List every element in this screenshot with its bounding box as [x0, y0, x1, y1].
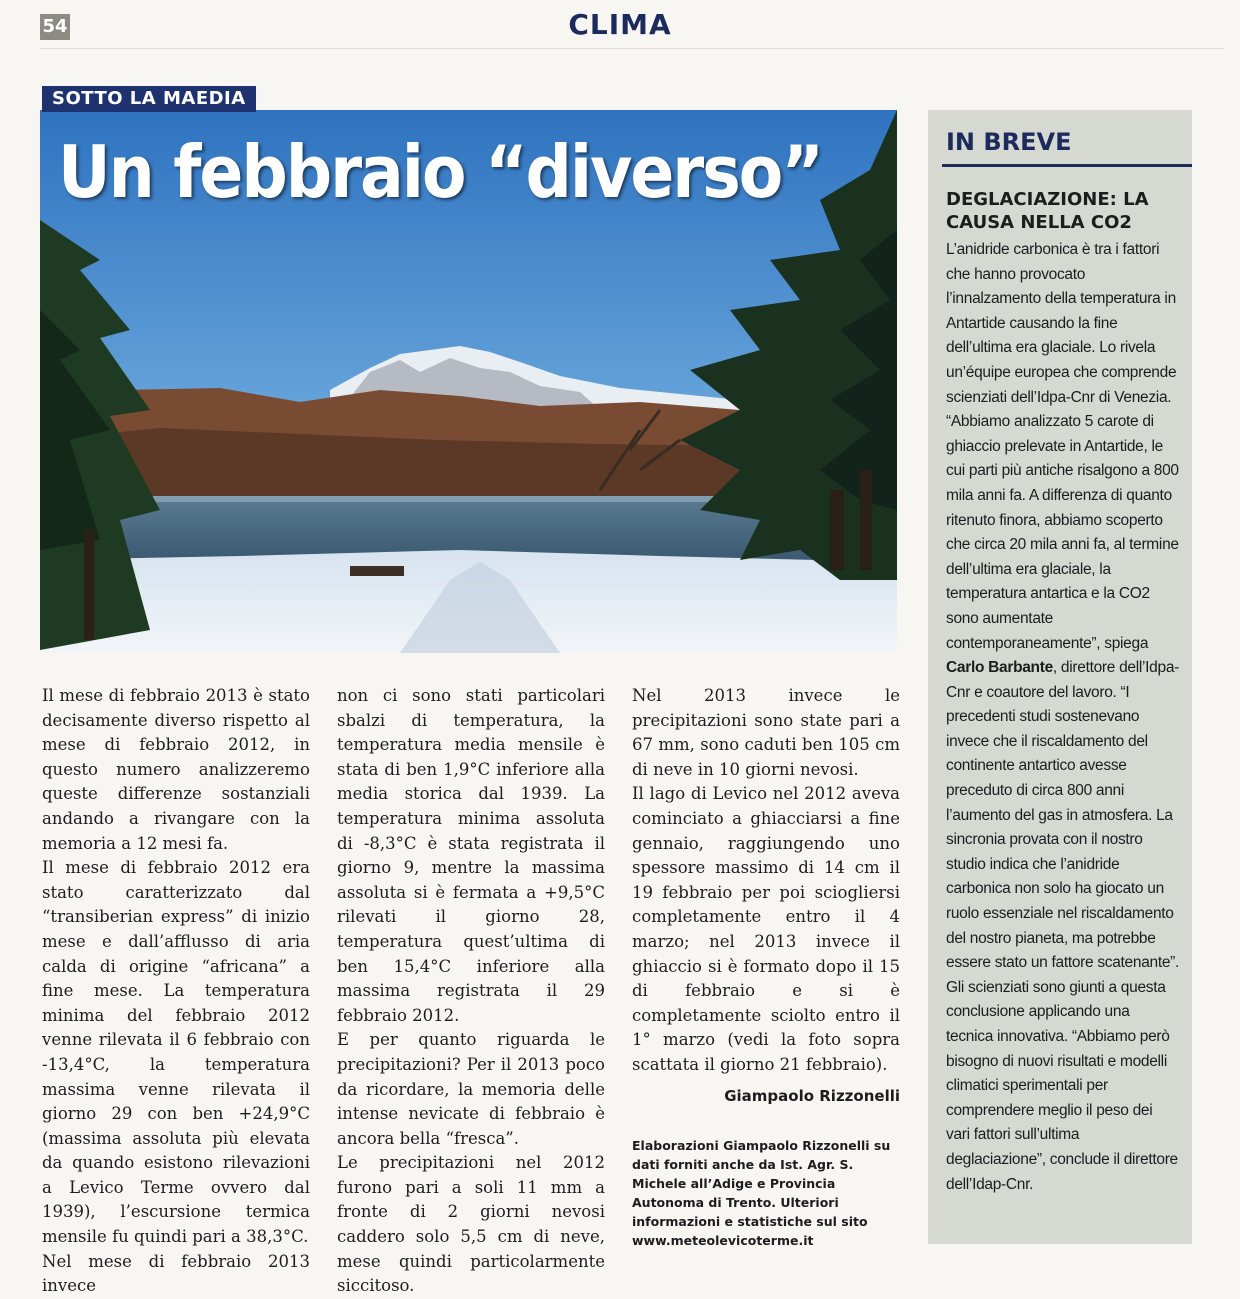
header-divider	[40, 48, 1224, 49]
paragraph: E per quanto riguarda le precipitazioni? Per il 2013 poco da ricordare, la memoria delle intense nevicate di febbraio è ancora bella “fresca”.	[337, 1030, 605, 1148]
sidebar-paragraph	[946, 238, 1180, 976]
article-column-2	[337, 684, 605, 1299]
article-column-3	[632, 684, 900, 1250]
paragraph: Il lago di Levico nel 2012 aveva cominciato a ghiacciarsi a fine gennaio, raggiungendo uno spessore massimo di 14 cm il 19 febbraio per poi sciogliersi completamente entro il 4 marzo; nel 2013 invece il ghiaccio si è formato dopo il 15 di febbraio e si è completamente sciolto entro il 1° marzo (vedi la foto sopra scattata il giorno 21 febbraio).	[632, 784, 900, 1074]
sidebar-subheading: DEGLACIAZIONE: LA CAUSA NELLA CO2	[946, 189, 1149, 233]
paragraph: Il mese di febbraio 2012 era stato caratterizzato dal “transiberian express” di inizio mese e dall’afflusso di aria calda di origine “africana” a fine mese. La temperatura minima del febbraio 2012 venne rilevata il 6 febbraio con -13,4°C, la temperatura massima venne rilevata il giorno 29 con ben +24,9°C (massima assoluta più elevata da quando esistono rilevazioni a Levico Terme ovvero dal 1939), l’escursione termica mensile fu quindi pari a 38,3°C.	[42, 858, 310, 1247]
article-headline: Un febbraio “diverso”	[58, 130, 822, 214]
data-credits: Elaborazioni Giampaolo Rizzonelli su dati forniti anche da Ist. Agr. S. Michele all’Adige e Provincia Autonoma di Trento. Ulteriori informazioni e statistiche sul sito www.meteolevicoterme.it	[632, 1138, 891, 1249]
news-sidebar	[928, 110, 1192, 1244]
paragraph: Le precipitazioni nel 2012 furono pari a soli 11 mm a fronte di 2 giorni nevosi caddero solo 5,5 cm di neve, mese quindi particolarmente siccitoso.	[337, 1153, 605, 1296]
paragraph: Nel mese di febbraio 2013 invece	[42, 1251, 310, 1296]
quoted-person: Carlo Barbante	[946, 659, 1053, 677]
sidebar-paragraph: Gli scienziati sono giunti a questa conclusione applicando una tecnica innovativa. “Abbiamo però bisogno di nuovi risultati e modelli climatici sperimentali per comprendere meglio il peso dei vari fattori sull’ultima deglaciazione”, conclude il direttore dell’Idap-Cnr.	[946, 978, 1178, 1193]
paragraph: Il mese di febbraio 2013 è stato decisamente diverso rispetto al mese di febbraio 2012, in questo numero analizzeremo queste differenze sostanziali andando a rivangare con la memoria a 12 mesi fa.	[42, 686, 310, 853]
byline: Giampaolo Rizzonelli	[724, 1086, 900, 1105]
section-title: CLIMA	[568, 8, 672, 41]
sidebar-body	[946, 238, 1180, 1197]
sidebar-text: , direttore dell’Idpa-Cnr e coautore del lavoro. “I precedenti studi sostenevano invece che il riscaldamento del continente antartico avesse preceduto di circa 800 anni l’aumento del gas in atmosfera. La sincronia provata con il nostro studio indica che l’anidride carbonica non solo ha giocato un ruolo essenziale nel riscaldamento del nostro pianeta, ma potrebbe essere stato un fattore scatenante”.	[946, 659, 1180, 972]
paragraph: Nel 2013 invece le precipitazioni sono state pari a 67 mm, sono caduti ben 105 cm di neve in 10 giorni nevosi.	[632, 686, 900, 779]
article-column-1	[42, 684, 310, 1299]
sidebar-heading: IN BREVE	[946, 128, 1072, 156]
paragraph: non ci sono stati particolari sbalzi di temperatura, la temperatura media mensile è stata di ben 1,9°C inferiore alla media storica dal 1939. La temperatura minima assoluta di -8,3°C è stata registrata il giorno 9, mentre la massima assoluta si è fermata a +9,5°C rilevati il giorno 28, temperatura quest’ultima di ben 15,4°C inferiore alla massima registrata il 29 febbraio 2012.	[337, 686, 605, 1025]
sidebar-text: L’anidride carbonica è tra i fattori che hanno provocato l’innalzamento della temperatura in Antartide causando la fine dell’ultima era glaciale. Lo rivela un’équipe europea che comprende scienziati dell’Idpa-Cnr di Venezia. “Abbiamo analizzato 5 carote di ghiaccio prelevate in Antartide, le cui parti più antiche risalgono a 800 mila anni fa. A differenza di quanto ritenuto finora, abbiamo scoperto che circa 20 mila anni fa, al termine dell’ultima era glaciale, la temperatura antartica e la CO2 sono aumentate contemporaneamente”, spiega	[946, 241, 1179, 652]
sidebar-divider	[942, 164, 1192, 167]
page-number: 54	[40, 14, 70, 40]
kicker-label: SOTTO LA MAEDIA	[42, 86, 256, 112]
